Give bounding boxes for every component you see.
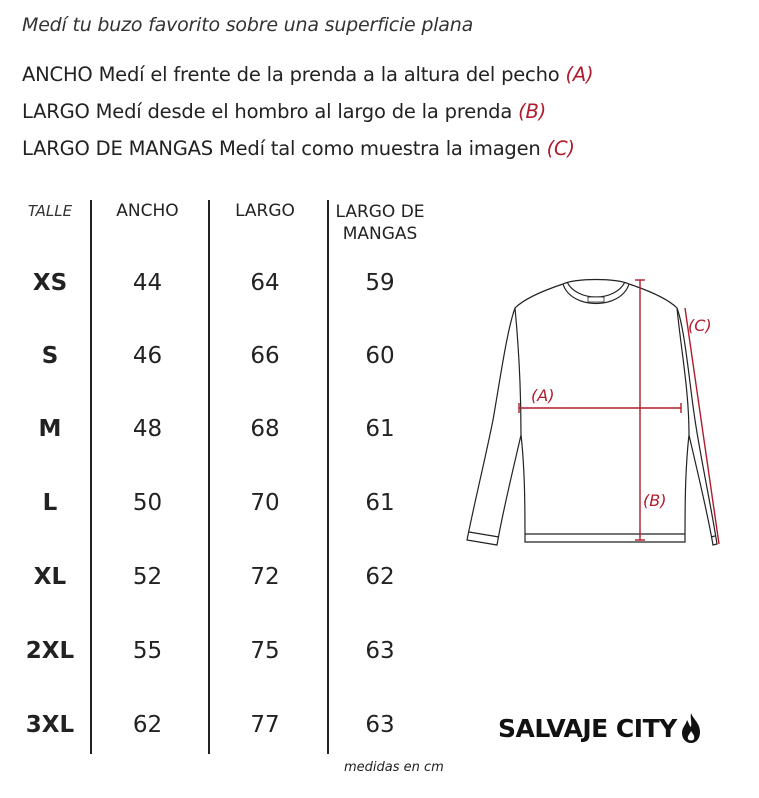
mangas-cell: 61 [365,490,395,516]
table-row [0,638,440,678]
header-largo: LARGO [235,201,295,221]
size-cell: XS [32,270,68,296]
sweater-outline [467,280,717,546]
instruction-text: Medí desde el hombro al largo de la prenda [95,100,513,123]
units-footnote: medidas en cm [344,760,444,775]
mangas-cell: 62 [365,564,395,590]
label-c: (C) [688,316,712,335]
largo-cell: 75 [250,638,280,664]
label-a: (A) [531,386,555,405]
mangas-cell: 60 [365,343,395,369]
instruction-text: Medí tal como muestra la imagen [218,137,541,160]
ancho-cell: 50 [132,490,163,516]
header-mangas-line1: LARGO DE [335,202,425,222]
brand-name: SALVAJE CITY [498,713,677,743]
sweater-measurement-diagram [455,270,735,555]
instruction-tag: (C) [546,137,575,160]
instruction-tag: (A) [565,63,594,86]
instruction-key: LARGO DE MANGAS [22,137,213,160]
instruction-tag: (B) [518,100,547,123]
size-cell: M [38,416,62,442]
flame-icon [680,712,702,744]
header-mangas-line2: MANGAS [342,224,418,244]
table-row [0,564,440,604]
size-cell: 2XL [25,638,75,664]
largo-cell: 72 [250,564,280,590]
largo-cell: 64 [250,270,280,296]
measure-c-line [685,308,719,544]
instruction-ancho [22,63,593,86]
mangas-cell: 61 [365,416,395,442]
table-row [0,270,440,310]
instruction-key: LARGO [22,100,90,123]
ancho-cell: 48 [132,416,163,442]
largo-cell: 68 [250,416,280,442]
instruction-largo [22,100,546,123]
largo-cell: 77 [250,712,280,738]
mangas-cell: 59 [365,270,395,296]
ancho-cell: 46 [132,343,163,369]
ancho-cell: 62 [132,712,163,738]
header-ancho: ANCHO [116,201,179,221]
table-row [0,343,440,383]
size-cell: 3XL [25,712,75,738]
intro-text: Medí tu buzo favorito sobre una superficie plana [22,14,474,36]
size-cell: S [41,343,59,369]
largo-cell: 66 [250,343,280,369]
size-cell: L [42,490,58,516]
header-largo-mangas [330,201,430,245]
instruction-text: Medí el frente de la prenda a la altura del pecho [98,63,560,86]
label-b: (B) [643,491,667,510]
ancho-cell: 52 [132,564,163,590]
ancho-cell: 55 [132,638,163,664]
mangas-cell: 63 [365,712,395,738]
table-row [0,416,440,456]
mangas-cell: 63 [365,638,395,664]
table-row [0,712,440,752]
brand-logo [498,710,702,746]
largo-cell: 70 [250,490,280,516]
instruction-largo-mangas [22,137,575,160]
size-cell: XL [33,564,67,590]
ancho-cell: 44 [132,270,163,296]
header-talle: TALLE [27,202,73,220]
table-row [0,490,440,530]
neck-label-icon [588,297,604,302]
instruction-key: ANCHO [22,63,93,86]
